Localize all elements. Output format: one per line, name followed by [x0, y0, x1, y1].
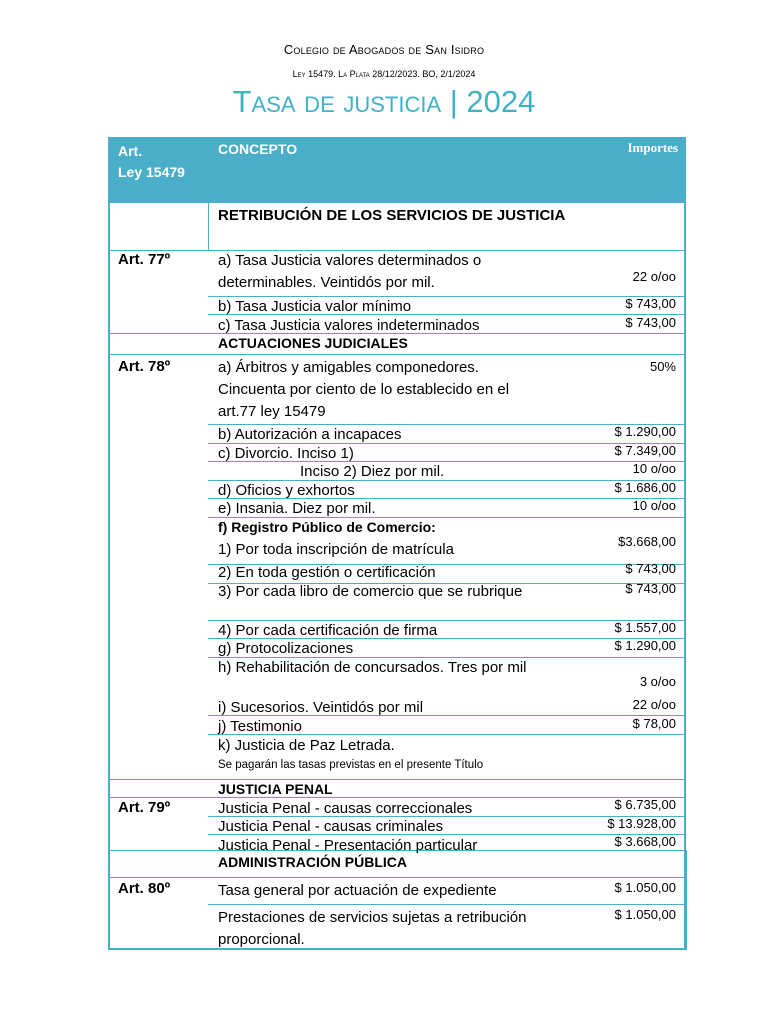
amount-cell: $3.668,00 — [618, 534, 676, 549]
divider — [208, 202, 209, 250]
ley-subtitle: Ley 15479. La Plata 28/12/2023. BO, 2/1/2024 — [292, 69, 476, 79]
amount-cell: 50% — [649, 359, 676, 374]
concept-row: art.77 ley 15479 — [218, 403, 326, 420]
tasa-table — [108, 137, 686, 950]
art-79: Art. 79º — [118, 799, 171, 816]
amount-cell: $ 1.686,00 — [614, 480, 676, 495]
amount-cell: 10 o/oo — [632, 461, 676, 476]
amount-cell: $ 6.735,00 — [614, 797, 676, 812]
amount-cell: $ 743,00 — [625, 581, 676, 596]
concept-row: Justicia Penal - Presentación particular — [218, 837, 478, 854]
divider — [686, 850, 687, 950]
concept-row: 2) En toda gestión o certificación — [218, 564, 436, 581]
amount-cell: 22 o/oo — [632, 697, 676, 712]
row-line — [110, 354, 684, 355]
concept-row: a) Árbitros y amigables componedores. — [218, 359, 479, 376]
amount-cell: $ 1.050,00 — [614, 907, 676, 922]
concept-row: d) Oficios y exhortos — [218, 482, 355, 499]
concept-row: b) Autorización a incapaces — [218, 426, 402, 443]
header-art: Art. Ley 15479 — [118, 143, 185, 180]
section-administracion: ADMINISTRACIÓN PÚBLICA — [218, 854, 407, 870]
concept-row: determinables. Veintidós por mil. — [218, 274, 435, 291]
concept-row: Cincuenta por ciento de lo establecido en el — [218, 381, 510, 398]
concept-row: Tasa general por actuación de expediente — [218, 882, 497, 899]
header-importes: Importes — [627, 140, 678, 155]
amount-cell: $ 1.290,00 — [614, 424, 676, 439]
amount-cell: $ 743,00 — [625, 296, 676, 311]
amount-cell: 22 o/oo — [632, 269, 676, 284]
amount-cell: $ 1.050,00 — [614, 880, 676, 895]
colegio-name: Colegio de Abogados de San Isidro — [283, 42, 485, 57]
row-line — [110, 877, 684, 878]
divider — [685, 779, 686, 829]
section-justicia-penal: JUSTICIA PENAL — [218, 781, 333, 797]
section-retribucion: RETRIBUCIÓN DE LOS SERVICIOS DE JUSTICIA — [218, 207, 566, 224]
amount-cell: $ 78,00 — [632, 716, 676, 731]
header-concepto: CONCEPTO — [218, 141, 298, 157]
art-78: Art. 78º — [118, 358, 171, 375]
amount-cell: $ 7.349,00 — [614, 443, 676, 458]
amount-cell: 10 o/oo — [632, 498, 676, 513]
concept-row: j) Testimonio — [218, 718, 302, 735]
concept-row: 1) Por toda inscripción de matrícula — [218, 541, 454, 558]
concept-row: Inciso 2) Diez por mil. — [300, 463, 445, 480]
concept-row: Prestaciones de servicios sujetas a retribución — [218, 909, 527, 926]
amount-cell: $ 743,00 — [625, 561, 676, 576]
row-line — [208, 904, 684, 905]
concept-row: Justicia Penal - causas correccionales — [218, 800, 473, 817]
concept-row: b) Tasa Justicia valor mínimo — [218, 298, 412, 315]
concept-row: a) Tasa Justicia valores determinados o — [218, 252, 482, 269]
concept-row: proporcional. — [218, 931, 305, 948]
row-line — [110, 202, 684, 203]
concept-row: g) Protocolizaciones — [218, 640, 354, 657]
concept-row: e) Insania. Diez por mil. — [218, 500, 376, 517]
concept-row: c) Tasa Justicia valores indeterminados — [218, 317, 480, 334]
amount-cell: $ 1.557,00 — [614, 620, 676, 635]
concept-row: k) Justicia de Paz Letrada. — [218, 737, 395, 754]
concept-row: Justicia Penal - causas criminales — [218, 818, 444, 835]
divider — [685, 202, 686, 428]
section-actuaciones: ACTUACIONES JUDICIALES — [218, 335, 408, 351]
art-77: Art. 77º — [118, 251, 171, 268]
concept-row: 4) Por cada certificación de firma — [218, 622, 438, 639]
concept-row: i) Sucesorios. Veintidós por mil — [218, 699, 424, 716]
concept-row: 3) Por cada libro de comercio que se rubrique — [218, 583, 523, 600]
concept-row: f) Registro Público de Comercio: — [218, 519, 436, 535]
amount-cell: $ 3.668,00 — [614, 834, 676, 849]
amount-cell: $ 1.290,00 — [614, 638, 676, 653]
concept-note: Se pagarán las tasas previstas en el presente Título — [218, 759, 484, 771]
concept-row: h) Rehabilitación de concursados. Tres por mil — [218, 659, 527, 676]
row-line — [110, 779, 684, 780]
table-header — [110, 139, 684, 202]
page-title: Tasa de justicia | 2024 — [232, 84, 536, 119]
amount-cell: 3 o/oo — [639, 674, 676, 689]
concept-row: c) Divorcio. Inciso 1) — [218, 445, 354, 462]
amount-cell: $ 13.928,00 — [607, 816, 676, 831]
art-80: Art. 80º — [118, 880, 171, 897]
amount-cell: $ 743,00 — [625, 315, 676, 330]
